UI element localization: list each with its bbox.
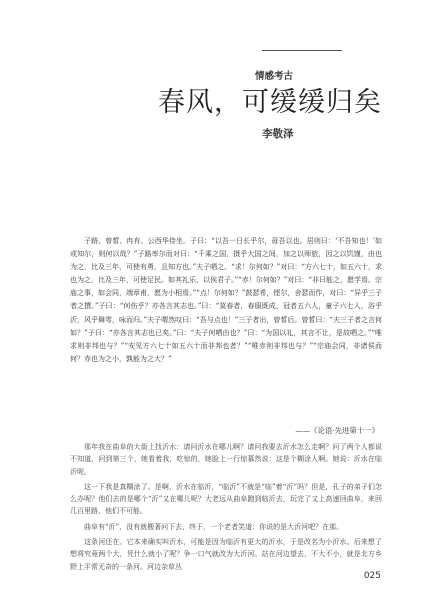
body-paragraph: 曲阜有“沂”，没有就搬著问下去，终于，一个老者笑道：你说的是大沂河吧？在那。 — [84, 522, 344, 531]
epigraph-quote: 子路、曾皙、冉有、公西华侍坐。子曰：“以吾一日长乎尔，毋吾以也。居则曰：‘不吾知也！’如或知尔，则何以哉？”子路率尔而对曰：“千乘之国，摄乎大国之间，加之以师旅，因之以饥馑，由也为之，比及三年，可使有勇，且知方也。”夫子哂之。“求！尔何如？”对曰：“方六七十，如五六十，求也为之，比及三年，可使足民。如其礼乐，以俟君子。”“赤！尔何如？”对曰：“非曰能之，愿学焉。宗庙之事，如会同，端章甫，愿为小相焉。”“点！尔何如？”鼓瑟希，铿尔，舍瑟而作，对曰：“异乎三子者之撰。”子曰：“何伤乎？亦各言其志也。”曰：“莫春者，春服既成，冠者五六人，童子六七人，浴乎沂，风乎舞雩，咏而归。”夫子喟然叹曰：“吾与点也！”三子者出，曾皙后。曾皙曰：“夫三子者之言何如？”子曰：“亦各言其志也已矣。”曰：“夫子何哂由也？”曰：“为国以礼，其言不让，是故哂之。”“唯求则非邦也与？”“安见方六七十如五六十而非邦也者？”“唯赤则非邦也与？”“宗庙会同，非诸侯而何？赤也为之小，孰能为之大？” — [70, 237, 382, 363]
column-label: 情感考古 — [254, 71, 293, 82]
author-name: 李敬泽 — [262, 128, 294, 140]
body-paragraph: 这一下我是真糊涂了。是啊，沂水在临沂，“临沂”不就是“临”着“沂”吗？但是，孔子的弟子们怎么办呢？他们去的是哪个“沂”又在哪儿呢？大老远从曲阜跑到临沂去，玩完了又上高速回曲阜，来回几百里路，他们不可能。 — [70, 482, 382, 516]
article-body — [70, 441, 382, 576]
epigraph-source: ——《论语·先进第十一》 — [295, 426, 379, 435]
article-title: 春风，可缓缓归矣 — [158, 87, 382, 118]
page-number: 025 — [363, 571, 381, 581]
body-paragraph: 那年我在曲阜的大街上找沂水：请问沂水在哪儿啊？请问我要去沂水怎么走啊？问了两个人都说不知道，问到第三个，她看着我，吃惊的，她脸上一行惊慕然说：这是个糊涂人啊。她说：沂水在临沂呢。 — [70, 443, 382, 476]
header-rule — [262, 50, 342, 51]
body-paragraph: 这条河还在。它本来确实叫沂水，可能是因为临沂有更大的沂水，于是改名为小沂水。后来想了想将究竟两个大，凭什么就小了呢？争一口气就改为大沂河。站在河边望去，不大不小，就是北方乡野上平常无奇的一条河。河边杂草丛 — [70, 538, 382, 571]
